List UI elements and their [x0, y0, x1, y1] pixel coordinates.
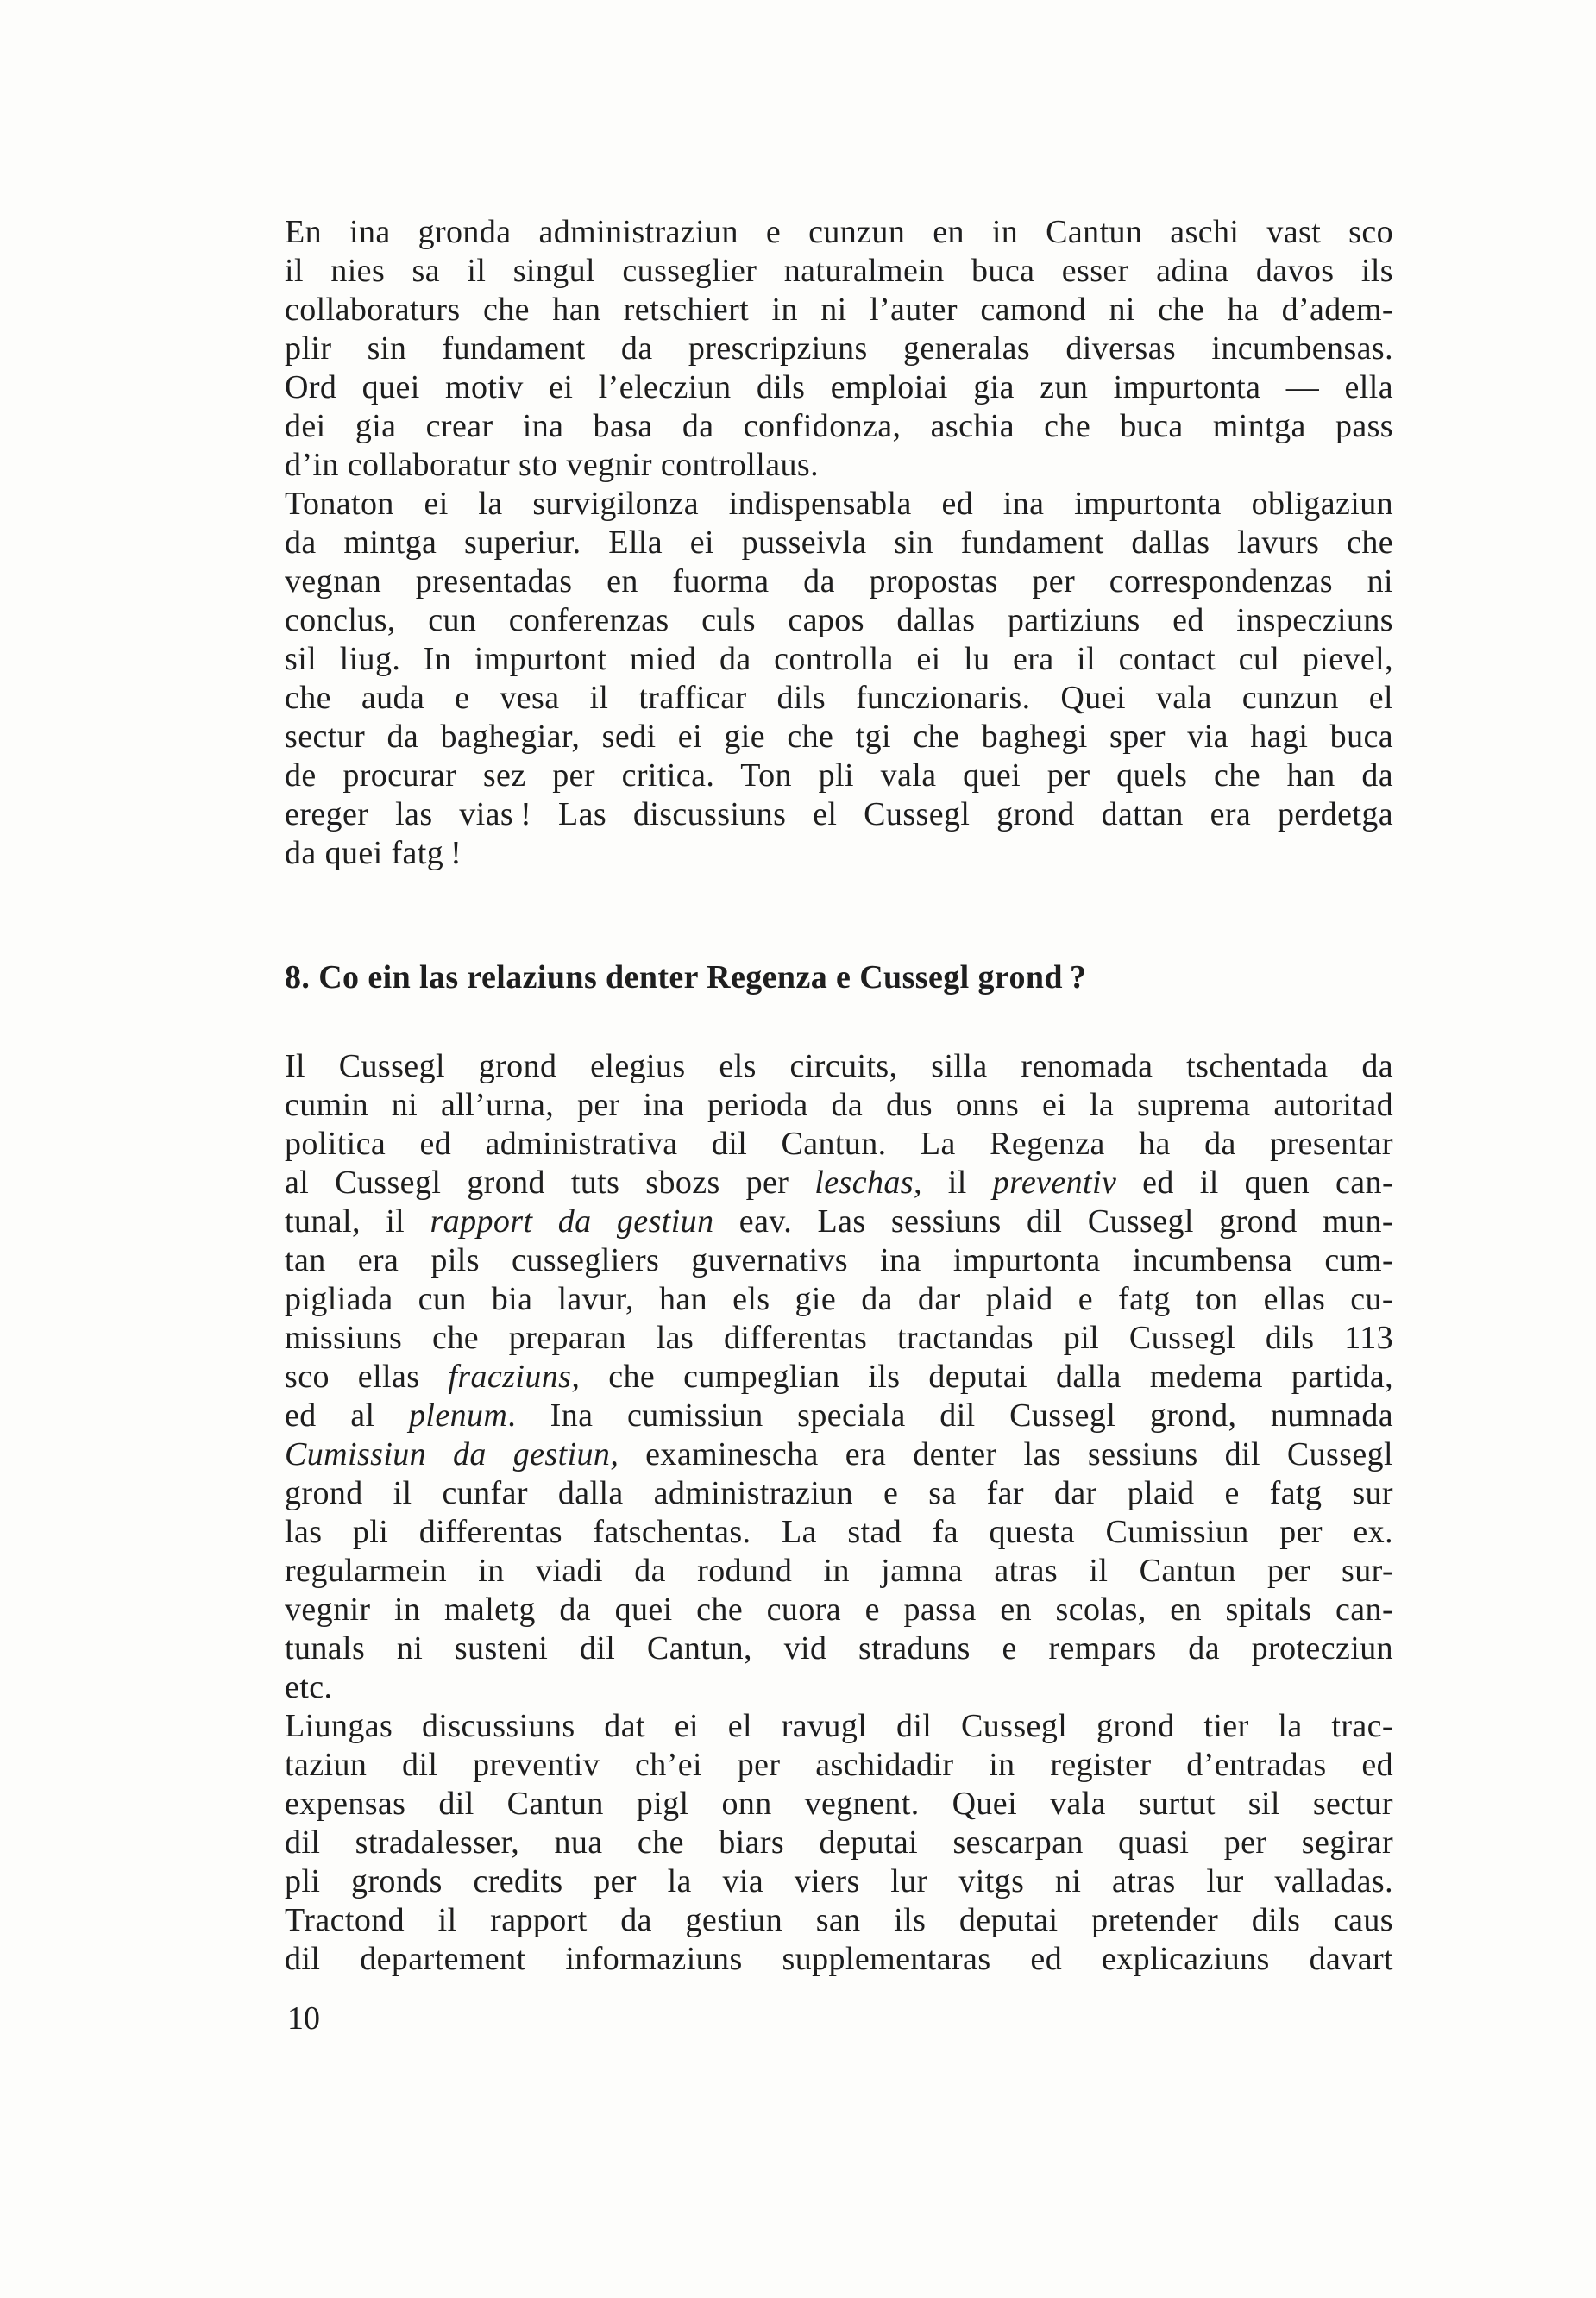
text-line	[285, 1435, 1393, 1474]
text-segment: tunals ni susteni dil Cantun, vid straduns e rempars da protecziun	[285, 1630, 1393, 1667]
text-segment: Liungas discussiuns dat ei el ravugl dil Cussegl grond tier la trac-	[285, 1708, 1393, 1744]
text-segment: sectur da baghegiar, sedi ei gie che tgi che baghegi sper via hagi buca	[285, 719, 1393, 755]
text-segment: regularmein in viadi da rodund in jamna atras il Cantun per sur-	[285, 1553, 1393, 1589]
text-line	[285, 291, 1393, 330]
text-line	[285, 1785, 1393, 1824]
text-segment: Tractond il rapport da gestiun san ils deputai pretender dils caus	[285, 1902, 1393, 1938]
text-line	[285, 1125, 1393, 1164]
text-segment: che cumpeglian ils deputai dalla medema partida,	[580, 1359, 1393, 1395]
text-line	[285, 330, 1393, 368]
text-segment: vegnan presentadas en fuorma da propostas per correspondenzas ni	[285, 563, 1393, 600]
text-segment: las pli differentas fatschentas. La stad fa questa Cumissiun per ex.	[285, 1514, 1393, 1550]
text-line	[285, 407, 1393, 446]
text-line	[285, 1513, 1393, 1552]
text-segment: cumin ni all’urna, per ina perioda da dus onns ei la suprema autoritad	[285, 1087, 1393, 1123]
text-line	[285, 679, 1393, 718]
italic-text-segment: leschas,	[814, 1165, 922, 1201]
text-segment: . Ina cumissiun speciala dil Cussegl grond, numnada	[507, 1397, 1393, 1434]
text-line	[285, 1862, 1393, 1901]
section-heading: 8. Co ein las relaziuns denter Regenza e Cussegl grond ?	[285, 959, 1087, 995]
text-line	[285, 1397, 1393, 1435]
text-segment: ed al	[285, 1397, 409, 1434]
text-segment: expensas dil Cantun pigl onn vegnent. Quei vala surtut sil sectur	[285, 1786, 1393, 1822]
text-segment: plir sin fundament da prescripziuns generalas diversas incumbensas.	[285, 330, 1393, 367]
paragraph	[285, 485, 1393, 873]
text-segment: tan era pils cussegliers guvernativs ina impurtonta incumbensa cum-	[285, 1242, 1393, 1278]
text-segment: En ina gronda administraziun e cunzun en in Cantun aschi vast sco	[285, 214, 1393, 250]
italic-text-segment: Cumissiun da gestiun,	[285, 1436, 619, 1472]
text-line	[285, 1707, 1393, 1746]
text-line	[285, 1202, 1393, 1241]
text-line	[285, 834, 1393, 873]
paragraph	[285, 1047, 1393, 1707]
text-line	[285, 1940, 1393, 1979]
text-line	[285, 524, 1393, 562]
text-segment: il	[921, 1165, 993, 1201]
text-segment: al Cussegl grond tuts sbozs per	[285, 1165, 815, 1201]
text-line	[285, 1901, 1393, 1940]
text-line	[285, 1241, 1393, 1280]
text-segment: missiuns che preparan las differentas tractandas pil Cussegl dils 113	[285, 1320, 1393, 1356]
text-segment: Ord quei motiv ei l’elecziun dils emploiai gia zun impurtonta — ella	[285, 369, 1393, 405]
text-segment: Il Cussegl grond elegius els circuits, silla renomada tschentada da	[285, 1048, 1393, 1084]
paragraph-group-after-heading	[285, 1047, 1393, 1979]
text-line	[285, 562, 1393, 601]
text-segment: pli gronds credits per la via viers lur vitgs ni atras lur valladas.	[285, 1863, 1393, 1899]
text-line	[285, 1319, 1393, 1358]
italic-text-segment: plenum	[408, 1397, 508, 1434]
text-segment: etc.	[285, 1669, 333, 1705]
text-segment: da mintga superiur. Ella ei pusseivla sin fundament dallas lavurs che	[285, 524, 1393, 561]
text-line	[285, 1164, 1393, 1202]
text-line	[285, 1746, 1393, 1785]
text-segment: Tonaton ei la survigilonza indispensabla ed ina impurtonta obligaziun	[285, 486, 1393, 522]
text-column	[285, 213, 1393, 1979]
text-line	[285, 1591, 1393, 1629]
text-segment: conclus, cun conferenzas culs capos dallas partiziuns ed inspecziuns	[285, 602, 1393, 638]
text-segment: d’in collaboratur sto vegnir controllaus.	[285, 447, 819, 483]
text-segment: grond il cunfar dalla administraziun e sa far dar plaid e fatg sur	[285, 1475, 1393, 1511]
text-segment: ed il quen can-	[1116, 1165, 1394, 1201]
text-line	[285, 1552, 1393, 1591]
text-line	[285, 601, 1393, 640]
text-line	[285, 1358, 1393, 1397]
text-segment: sil liug. In impurtont mied da controlla ei lu era il contact cul pievel,	[285, 641, 1393, 677]
text-line	[285, 1668, 1393, 1707]
text-line	[285, 213, 1393, 252]
paragraph-group-before-heading	[285, 213, 1393, 873]
italic-text-segment: rapport da gestiun	[430, 1203, 714, 1240]
text-segment: pigliada cun bia lavur, han els gie da dar plaid e fatg ton ellas cu-	[285, 1281, 1393, 1317]
text-line	[285, 718, 1393, 757]
text-line	[285, 1047, 1393, 1086]
text-line	[285, 1086, 1393, 1125]
text-segment: dei gia crear ina basa da confidonza, aschia che buca mintga pass	[285, 408, 1393, 444]
text-segment: de procurar sez per critica. Ton pli vala quei per quels che han da	[285, 757, 1393, 794]
text-segment: il nies sa il singul cusseglier naturalmein buca esser adina davos ils	[285, 253, 1393, 289]
text-segment: examinescha era denter las sessiuns dil Cussegl	[619, 1436, 1394, 1472]
text-segment: ereger las vias ! Las discussiuns el Cussegl grond dattan era perdetga	[285, 796, 1393, 832]
text-line	[285, 1280, 1393, 1319]
text-segment: eav. Las sessiuns dil Cussegl grond mun-	[713, 1203, 1393, 1240]
text-segment: da quei fatg !	[285, 835, 462, 871]
text-segment: vegnir in maletg da quei che cuora e passa en scolas, en spitals can-	[285, 1592, 1393, 1628]
italic-text-segment: fracziuns,	[448, 1359, 581, 1395]
text-segment: collaboraturs che han retschiert in ni l’auter camond ni che ha d’adem-	[285, 292, 1393, 328]
text-line	[285, 1474, 1393, 1513]
text-segment: sco ellas	[285, 1359, 449, 1395]
text-segment: dil departement informaziuns supplementaras ed explicaziuns davart	[285, 1941, 1393, 1977]
text-line	[285, 252, 1393, 291]
text-segment: dil stradalesser, nua che biars deputai sescarpan quasi per segirar	[285, 1824, 1393, 1861]
text-line	[285, 446, 1393, 485]
page-number: 10	[287, 2000, 320, 2037]
text-line	[285, 757, 1393, 795]
text-line	[285, 1629, 1393, 1668]
text-line	[285, 1824, 1393, 1862]
text-segment: taziun dil preventiv ch’ei per aschidadir in register d’entradas ed	[285, 1747, 1393, 1783]
paragraph	[285, 1707, 1393, 1979]
text-segment: che auda e vesa il trafficar dils funczionaris. Quei vala cunzun el	[285, 680, 1393, 716]
italic-text-segment: preventiv	[992, 1165, 1117, 1201]
text-line	[285, 640, 1393, 679]
text-segment: tunal, il	[285, 1203, 430, 1240]
text-line	[285, 485, 1393, 524]
text-segment: politica ed administrativa dil Cantun. La Regenza ha da presentar	[285, 1126, 1393, 1162]
paragraph	[285, 213, 1393, 485]
text-line	[285, 368, 1393, 407]
text-line	[285, 795, 1393, 834]
